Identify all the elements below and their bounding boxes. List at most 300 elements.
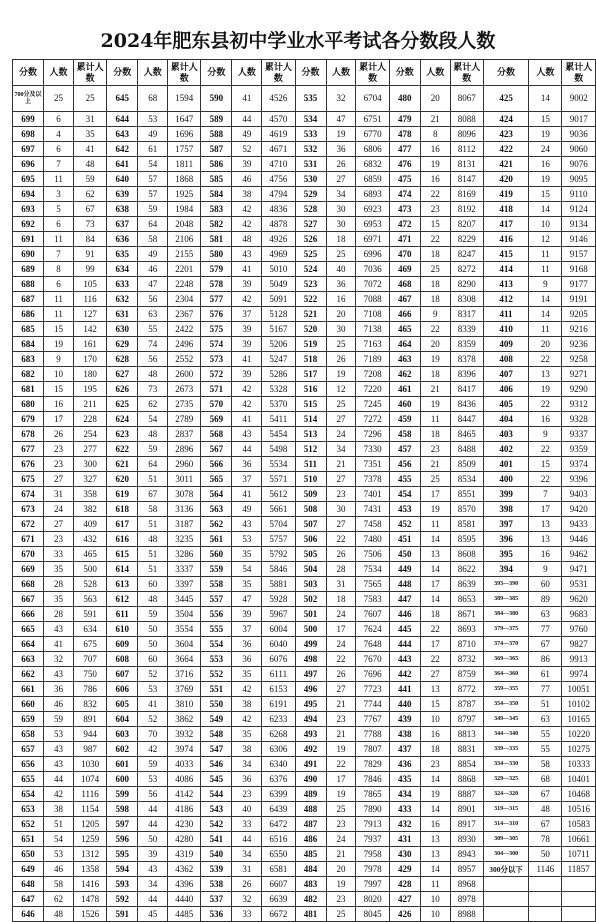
- count-cell: 53: [138, 772, 168, 787]
- count-cell: 78: [529, 832, 562, 847]
- count-cell: 24: [326, 637, 356, 652]
- score-cell: 613: [107, 577, 138, 592]
- cumulative-cell: 195: [73, 382, 106, 397]
- header-cumulative: 累计人数: [73, 60, 106, 86]
- score-cell: 478: [389, 127, 420, 142]
- count-cell: 19: [529, 382, 562, 397]
- count-cell: 22: [529, 442, 562, 457]
- count-cell: 41: [232, 412, 262, 427]
- score-cell: 488: [295, 802, 326, 817]
- cumulative-cell: 9683: [562, 607, 596, 622]
- score-cell: 359—355: [483, 682, 528, 697]
- header-count: 人数: [44, 60, 74, 86]
- score-cell: 441: [389, 682, 420, 697]
- header-count: 人数: [420, 60, 450, 86]
- cumulative-cell: 6672: [262, 907, 295, 922]
- count-cell: 18: [326, 592, 356, 607]
- count-cell: 48: [138, 367, 168, 382]
- count-cell: 53: [44, 727, 74, 742]
- score-cell: 462: [389, 367, 420, 382]
- count-cell: 30: [326, 502, 356, 517]
- score-cell: 468: [389, 277, 420, 292]
- score-cell: 644: [107, 112, 138, 127]
- count-cell: 38: [232, 187, 262, 202]
- count-cell: 24: [44, 502, 74, 517]
- cumulative-cell: 9017: [562, 112, 596, 127]
- cumulative-cell: 8147: [450, 172, 483, 187]
- cumulative-cell: 8968: [450, 877, 483, 892]
- count-cell: 54: [232, 562, 262, 577]
- score-cell: 679: [13, 412, 44, 427]
- score-cell: 596: [107, 832, 138, 847]
- score-cell: 657: [13, 742, 44, 757]
- cumulative-cell: 8192: [450, 202, 483, 217]
- count-cell: 52: [138, 667, 168, 682]
- cumulative-cell: 6704: [356, 86, 389, 112]
- count-cell: 16: [529, 157, 562, 172]
- score-cell: 396: [483, 532, 528, 547]
- cumulative-cell: 8901: [450, 802, 483, 817]
- score-cell: 529: [295, 187, 326, 202]
- count-cell: 77: [529, 682, 562, 697]
- count-cell: 25: [420, 472, 450, 487]
- score-cell: 395: [483, 547, 528, 562]
- cumulative-cell: 211: [73, 397, 106, 412]
- cumulative-cell: 327: [73, 472, 106, 487]
- score-cell: 686: [13, 307, 44, 322]
- cumulative-cell: 4836: [262, 202, 295, 217]
- score-cell: 627: [107, 367, 138, 382]
- score-cell: 409: [483, 337, 528, 352]
- count-cell: 32: [326, 86, 356, 112]
- count-cell: 14: [529, 292, 562, 307]
- cumulative-cell: 2735: [168, 397, 201, 412]
- score-cell: 304—300: [483, 847, 528, 862]
- count-cell: 12: [529, 232, 562, 247]
- cumulative-cell: 1478: [73, 892, 106, 907]
- cumulative-cell: 5881: [262, 577, 295, 592]
- cumulative-cell: 8978: [450, 892, 483, 907]
- score-cell: 407: [483, 367, 528, 382]
- score-cell: 544: [201, 787, 232, 802]
- cumulative-cell: 10165: [562, 712, 596, 727]
- score-cell: 510: [295, 472, 326, 487]
- count-cell: 59: [44, 712, 74, 727]
- count-cell: 22: [420, 322, 450, 337]
- cumulative-cell: 4186: [168, 802, 201, 817]
- cumulative-cell: 9236: [562, 337, 596, 352]
- cumulative-cell: 8759: [450, 667, 483, 682]
- cumulative-cell: 7565: [356, 577, 389, 592]
- cumulative-cell: 4230: [168, 817, 201, 832]
- count-cell: 36: [44, 682, 74, 697]
- count-cell: 22: [420, 622, 450, 637]
- table-row: [13, 472, 596, 487]
- score-cell: 680: [13, 397, 44, 412]
- count-cell: 22: [326, 757, 356, 772]
- score-cell: 626: [107, 382, 138, 397]
- table-row: [13, 142, 596, 157]
- score-cell: 419: [483, 187, 528, 202]
- count-cell: 6: [44, 277, 74, 292]
- count-cell: 21: [326, 697, 356, 712]
- cumulative-cell: 8131: [450, 157, 483, 172]
- count-cell: 51: [138, 562, 168, 577]
- cumulative-cell: 4969: [262, 247, 295, 262]
- cumulative-cell: 500: [73, 562, 106, 577]
- cumulative-cell: 6040: [262, 637, 295, 652]
- score-cell: 641: [107, 157, 138, 172]
- header-count: 人数: [529, 60, 562, 86]
- count-cell: 17: [420, 577, 450, 592]
- cumulative-cell: 1030: [73, 757, 106, 772]
- score-cell: 673: [13, 502, 44, 517]
- count-cell: 30: [326, 322, 356, 337]
- score-cell: 574: [201, 337, 232, 352]
- cumulative-cell: 127: [73, 307, 106, 322]
- count-cell: 56: [138, 787, 168, 802]
- score-cell: 545: [201, 772, 232, 787]
- count-cell: 5: [44, 202, 74, 217]
- count-cell: 12: [326, 382, 356, 397]
- cumulative-cell: 9177: [562, 277, 596, 292]
- count-cell: 51: [138, 547, 168, 562]
- cumulative-cell: 5704: [262, 517, 295, 532]
- score-cell: 565: [201, 472, 232, 487]
- count-cell: 22: [529, 397, 562, 412]
- cumulative-cell: 11857: [562, 862, 596, 877]
- count-cell: 55: [138, 322, 168, 337]
- score-cell: 427: [389, 892, 420, 907]
- score-cell: 586: [201, 157, 232, 172]
- count-cell: 15: [529, 457, 562, 472]
- score-cell: 595: [107, 847, 138, 862]
- table-row: [13, 217, 596, 232]
- cumulative-cell: 8447: [450, 412, 483, 427]
- cumulative-cell: 4926: [262, 232, 295, 247]
- cumulative-cell: 6607: [262, 877, 295, 892]
- score-cell: 437: [389, 742, 420, 757]
- cumulative-cell: 6439: [262, 802, 295, 817]
- count-cell: 41: [232, 487, 262, 502]
- cumulative-cell: 2367: [168, 307, 201, 322]
- score-cell: 691: [13, 232, 44, 247]
- count-cell: 53: [44, 847, 74, 862]
- score-cell: 694: [13, 187, 44, 202]
- score-cell: 501: [295, 607, 326, 622]
- count-cell: 34: [232, 757, 262, 772]
- cumulative-cell: 9913: [562, 652, 596, 667]
- count-cell: 33: [232, 817, 262, 832]
- count-cell: 14: [420, 802, 450, 817]
- cumulative-cell: 7351: [356, 457, 389, 472]
- score-cell: 397: [483, 517, 528, 532]
- count-cell: 42: [232, 202, 262, 217]
- count-cell: 30: [326, 202, 356, 217]
- score-cell: 646: [13, 907, 44, 922]
- table-row: [13, 907, 596, 922]
- count-cell: 39: [232, 322, 262, 337]
- score-cell: 534: [295, 112, 326, 127]
- score-cell: 561: [201, 532, 232, 547]
- score-distribution-table: [12, 59, 596, 922]
- cumulative-cell: 6893: [356, 187, 389, 202]
- table-row: [13, 277, 596, 292]
- count-cell: 50: [138, 637, 168, 652]
- cumulative-cell: 5370: [262, 397, 295, 412]
- count-cell: 23: [326, 712, 356, 727]
- count-cell: 42: [232, 397, 262, 412]
- score-cell: 584: [201, 187, 232, 202]
- cumulative-cell: 3554: [168, 622, 201, 637]
- cumulative-cell: 7829: [356, 757, 389, 772]
- count-cell: 52: [138, 712, 168, 727]
- score-cell: 533: [295, 127, 326, 142]
- table-row: [13, 712, 596, 727]
- score-cell: 466: [389, 307, 420, 322]
- count-cell: 8: [420, 127, 450, 142]
- table-row: [13, 517, 596, 532]
- count-cell: 27: [44, 517, 74, 532]
- count-cell: 42: [138, 742, 168, 757]
- score-cell: 692: [13, 217, 44, 232]
- score-cell: 431: [389, 832, 420, 847]
- cumulative-cell: 9271: [562, 367, 596, 382]
- table-row: [13, 862, 596, 877]
- score-cell: 639: [107, 187, 138, 202]
- cumulative-cell: 10051: [562, 682, 596, 697]
- score-cell: 537: [201, 892, 232, 907]
- count-cell: 17: [326, 772, 356, 787]
- cumulative-cell: 707: [73, 652, 106, 667]
- cumulative-cell: 6076: [262, 652, 295, 667]
- count-cell: 16: [326, 292, 356, 307]
- count-cell: 40: [232, 802, 262, 817]
- score-cell: 420: [483, 172, 528, 187]
- score-cell: 563: [201, 502, 232, 517]
- table-row: [13, 532, 596, 547]
- score-cell: 671: [13, 532, 44, 547]
- cumulative-cell: 6516: [262, 832, 295, 847]
- score-cell: 424: [483, 112, 528, 127]
- score-cell: 411: [483, 307, 528, 322]
- count-cell: 16: [420, 172, 450, 187]
- score-cell: 669: [13, 562, 44, 577]
- cumulative-cell: 7506: [356, 547, 389, 562]
- count-cell: 54: [138, 157, 168, 172]
- count-cell: 24: [326, 607, 356, 622]
- score-cell: 689: [13, 262, 44, 277]
- score-cell: 642: [107, 142, 138, 157]
- cumulative-cell: 105: [73, 277, 106, 292]
- score-cell: 435: [389, 772, 420, 787]
- cumulative-cell: 9312: [562, 397, 596, 412]
- count-cell: 27: [326, 472, 356, 487]
- count-cell: 17: [420, 637, 450, 652]
- table-row: [13, 352, 596, 367]
- count-cell: 15: [420, 217, 450, 232]
- score-cell: 690: [13, 247, 44, 262]
- count-cell: 26: [232, 877, 262, 892]
- cumulative-cell: 6306: [262, 742, 295, 757]
- score-cell: 428: [389, 877, 420, 892]
- cumulative-cell: 2248: [168, 277, 201, 292]
- header-count: 人数: [326, 60, 356, 86]
- count-cell: 18: [420, 607, 450, 622]
- cumulative-cell: 8831: [450, 742, 483, 757]
- count-cell: 56: [138, 292, 168, 307]
- score-cell: 451: [389, 532, 420, 547]
- score-cell: 578: [201, 277, 232, 292]
- table-row: [13, 172, 596, 187]
- score-cell: 588: [201, 127, 232, 142]
- count-cell: 49: [138, 127, 168, 142]
- table-row: [13, 637, 596, 652]
- score-cell: 624: [107, 412, 138, 427]
- cumulative-cell: 6376: [262, 772, 295, 787]
- score-cell: 687: [13, 292, 44, 307]
- count-cell: 34: [326, 187, 356, 202]
- cumulative-cell: 7208: [356, 367, 389, 382]
- score-cell: 539: [201, 862, 232, 877]
- count-cell: 14: [529, 307, 562, 322]
- table-row: [13, 127, 596, 142]
- cumulative-cell: 48: [73, 157, 106, 172]
- count-cell: 6: [44, 112, 74, 127]
- count-cell: 67: [529, 817, 562, 832]
- count-cell: 58: [138, 232, 168, 247]
- score-cell: 677: [13, 442, 44, 457]
- score-cell: 555: [201, 622, 232, 637]
- cumulative-cell: 8096: [450, 127, 483, 142]
- count-cell: 39: [138, 847, 168, 862]
- count-cell: 33: [232, 907, 262, 922]
- score-cell: 512: [295, 442, 326, 457]
- cumulative-cell: 4362: [168, 862, 201, 877]
- score-cell: 384—380: [483, 607, 528, 622]
- score-cell: 623: [107, 427, 138, 442]
- count-cell: 48: [232, 232, 262, 247]
- cumulative-cell: 3078: [168, 487, 201, 502]
- score-cell: [483, 892, 528, 907]
- cumulative-cell: 6806: [356, 142, 389, 157]
- score-cell: 439: [389, 712, 420, 727]
- count-cell: 43: [138, 862, 168, 877]
- cumulative-cell: 6111: [262, 667, 295, 682]
- count-cell: 34: [326, 442, 356, 457]
- cumulative-cell: 7890: [356, 802, 389, 817]
- cumulative-cell: 3397: [168, 577, 201, 592]
- cumulative-cell: 8229: [450, 232, 483, 247]
- score-cell: 643: [107, 127, 138, 142]
- cumulative-cell: 8378: [450, 352, 483, 367]
- count-cell: 1146: [529, 862, 562, 877]
- header-score: 分数: [389, 60, 420, 86]
- table-row: [13, 757, 596, 772]
- score-cell: 477: [389, 142, 420, 157]
- count-cell: 10: [420, 712, 450, 727]
- cumulative-cell: 4485: [168, 907, 201, 922]
- score-cell: 553: [201, 652, 232, 667]
- score-cell: 417: [483, 217, 528, 232]
- score-cell: 514: [295, 412, 326, 427]
- cumulative-cell: 9531: [562, 577, 596, 592]
- cumulative-cell: [562, 877, 596, 892]
- cumulative-cell: 7401: [356, 487, 389, 502]
- score-cell: 499: [295, 637, 326, 652]
- cumulative-cell: 7607: [356, 607, 389, 622]
- cumulative-cell: 10516: [562, 802, 596, 817]
- cumulative-cell: 4794: [262, 187, 295, 202]
- table-row: [13, 187, 596, 202]
- score-cell: 379—375: [483, 622, 528, 637]
- cumulative-cell: 7958: [356, 847, 389, 862]
- cumulative-cell: 8045: [356, 907, 389, 922]
- table-row: [13, 292, 596, 307]
- cumulative-cell: 116: [73, 292, 106, 307]
- score-cell: 479: [389, 112, 420, 127]
- count-cell: 23: [326, 487, 356, 502]
- cumulative-cell: 4396: [168, 877, 201, 892]
- cumulative-cell: 6751: [356, 112, 389, 127]
- cumulative-cell: 7583: [356, 592, 389, 607]
- cumulative-cell: 2960: [168, 457, 201, 472]
- score-cell: 480: [389, 86, 420, 112]
- table-row: [13, 547, 596, 562]
- count-cell: 9: [529, 427, 562, 442]
- score-cell: 389—385: [483, 592, 528, 607]
- score-cell: 616: [107, 532, 138, 547]
- count-cell: 11: [420, 517, 450, 532]
- count-cell: 26: [44, 427, 74, 442]
- cumulative-cell: 9036: [562, 127, 596, 142]
- cumulative-cell: 3235: [168, 532, 201, 547]
- cumulative-cell: 7431: [356, 502, 389, 517]
- score-cell: 473: [389, 202, 420, 217]
- count-cell: 35: [232, 727, 262, 742]
- score-cell: 670: [13, 547, 44, 562]
- count-cell: 39: [232, 157, 262, 172]
- score-cell: 471: [389, 232, 420, 247]
- count-cell: 7: [44, 247, 74, 262]
- score-cell: 603: [107, 727, 138, 742]
- count-cell: 53: [138, 682, 168, 697]
- score-cell: 374—370: [483, 637, 528, 652]
- cumulative-cell: 5247: [262, 352, 295, 367]
- cumulative-cell: 228: [73, 412, 106, 427]
- count-cell: 60: [529, 577, 562, 592]
- cumulative-cell: 8112: [450, 142, 483, 157]
- score-cell: 652: [13, 817, 44, 832]
- score-cell: 559: [201, 562, 232, 577]
- count-cell: 14: [420, 772, 450, 787]
- score-cell: 532: [295, 142, 326, 157]
- cumulative-cell: 8169: [450, 187, 483, 202]
- cumulative-cell: 10333: [562, 757, 596, 772]
- cumulative-cell: 8359: [450, 337, 483, 352]
- cumulative-cell: [562, 892, 596, 907]
- count-cell: 55: [529, 727, 562, 742]
- table-row: [13, 622, 596, 637]
- cumulative-cell: 254: [73, 427, 106, 442]
- cumulative-cell: 10661: [562, 832, 596, 847]
- cumulative-cell: 6971: [356, 232, 389, 247]
- count-cell: 21: [326, 847, 356, 862]
- score-cell: 597: [107, 817, 138, 832]
- score-cell: 520: [295, 322, 326, 337]
- count-cell: 49: [138, 247, 168, 262]
- count-cell: 37: [232, 472, 262, 487]
